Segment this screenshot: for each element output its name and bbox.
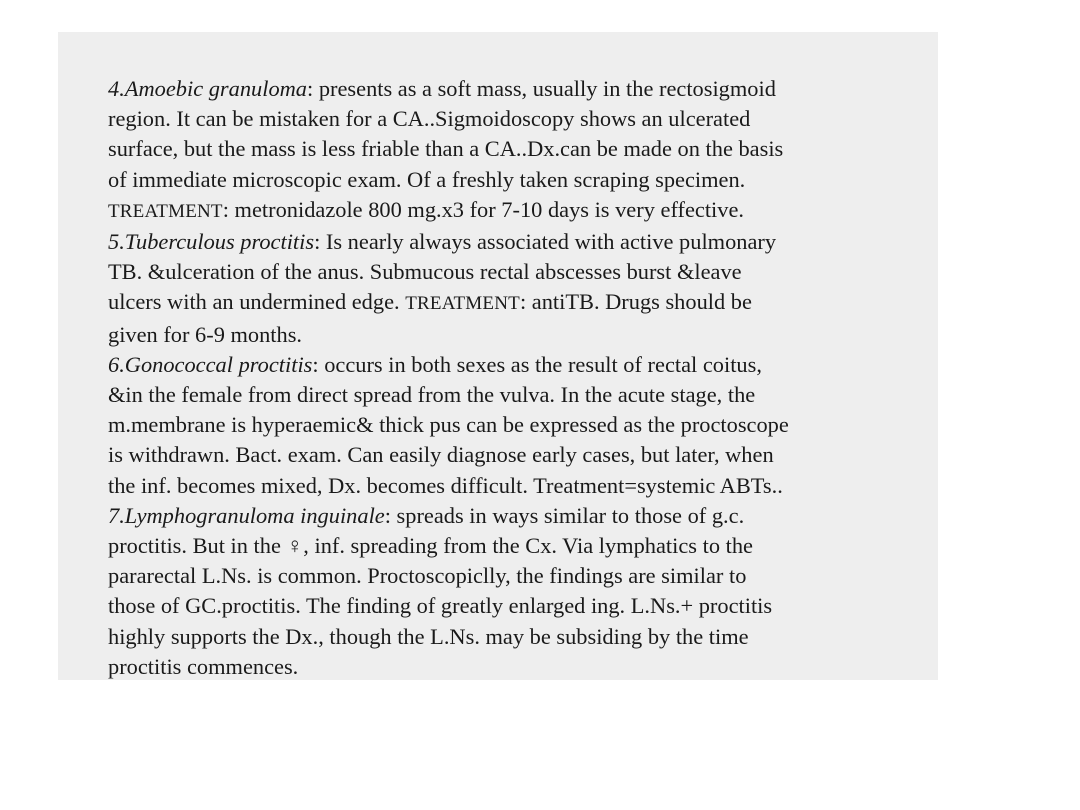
text-line — [108, 320, 928, 350]
text-line — [108, 440, 928, 470]
scanned-page — [58, 32, 938, 680]
line-text: m.membrane is hyperaemic& thick pus can be expressed as the proctoscope — [108, 412, 789, 438]
text-line — [108, 165, 928, 195]
section-heading: 4.Amoebic granuloma — [108, 76, 308, 101]
line-text: &in the female from direct spread from the vulva. In the acute stage, the — [108, 382, 756, 408]
section-heading: 5.Tuberculous proctitis — [108, 229, 315, 255]
line-text: : metronidazole 800 mg.x3 for 7-10 days is very effective. — [222, 196, 744, 222]
text-line — [108, 561, 928, 591]
section-heading: 7.Lymphogranuloma inguinale — [108, 502, 385, 528]
line-text: highly supports the Dx., though the L.Ns. may be subsiding by the time — [108, 623, 749, 649]
text-line — [108, 287, 928, 319]
document-body — [108, 74, 928, 680]
treatment-label: TREATMENT — [405, 293, 520, 315]
line-text: the inf. becomes mixed, Dx. becomes difficult. Treatment=systemic ABTs.. — [108, 472, 783, 498]
line-text: : antiTB. Drugs should be — [519, 289, 752, 315]
line-text: those of GC.proctitis. The finding of greatly enlarged ing. L.Ns.+ proctitis — [108, 593, 773, 619]
text-line — [108, 227, 928, 257]
line-text: proctitis. But in the ♀, inf. spreading from the Cx. Via lymphatics to the — [108, 533, 753, 559]
text-line — [108, 350, 928, 380]
line-text: : Is nearly always associated with active pulmonary — [314, 229, 777, 255]
line-text: ulcers with an undermined edge. — [108, 289, 406, 315]
text-line — [108, 257, 928, 287]
line-text: proctitis commences. — [108, 653, 299, 679]
text-line — [108, 380, 928, 410]
text-line — [108, 501, 928, 531]
line-text: TB. &ulceration of the anus. Submucous rectal abscesses burst &leave — [108, 259, 742, 285]
line-text: : spreads in ways similar to those of g.c. — [384, 502, 745, 528]
treatment-label: TREATMENT — [108, 200, 223, 222]
line-text: of immediate microscopic exam. Of a freshly taken scraping specimen. — [108, 166, 746, 192]
line-text: pararectal L.Ns. is common. Proctoscopiclly, the findings are similar to — [108, 563, 747, 589]
text-line — [108, 591, 928, 621]
line-text: surface, but the mass is less friable than a CA..Dx.can be made on the basis — [108, 136, 784, 162]
text-line — [108, 74, 928, 104]
text-line — [108, 622, 928, 652]
text-line — [108, 134, 928, 164]
text-line — [108, 104, 928, 134]
line-text: : occurs in both sexes as the result of rectal coitus, — [312, 351, 762, 377]
line-text: given for 6-9 months. — [108, 321, 303, 347]
line-text: region. It can be mistaken for a CA..Sigmoidoscopy shows an ulcerated — [108, 106, 751, 132]
text-line — [108, 471, 928, 501]
text-line — [108, 410, 928, 440]
text-line — [108, 195, 928, 227]
line-text: : presents as a soft mass, usually in the rectosigmoid — [307, 76, 776, 101]
line-text: is withdrawn. Bact. exam. Can easily diagnose early cases, but later, when — [108, 442, 774, 468]
text-line — [108, 652, 928, 680]
section-heading: 6.Gonococcal proctitis — [108, 351, 313, 377]
text-line — [108, 531, 928, 561]
